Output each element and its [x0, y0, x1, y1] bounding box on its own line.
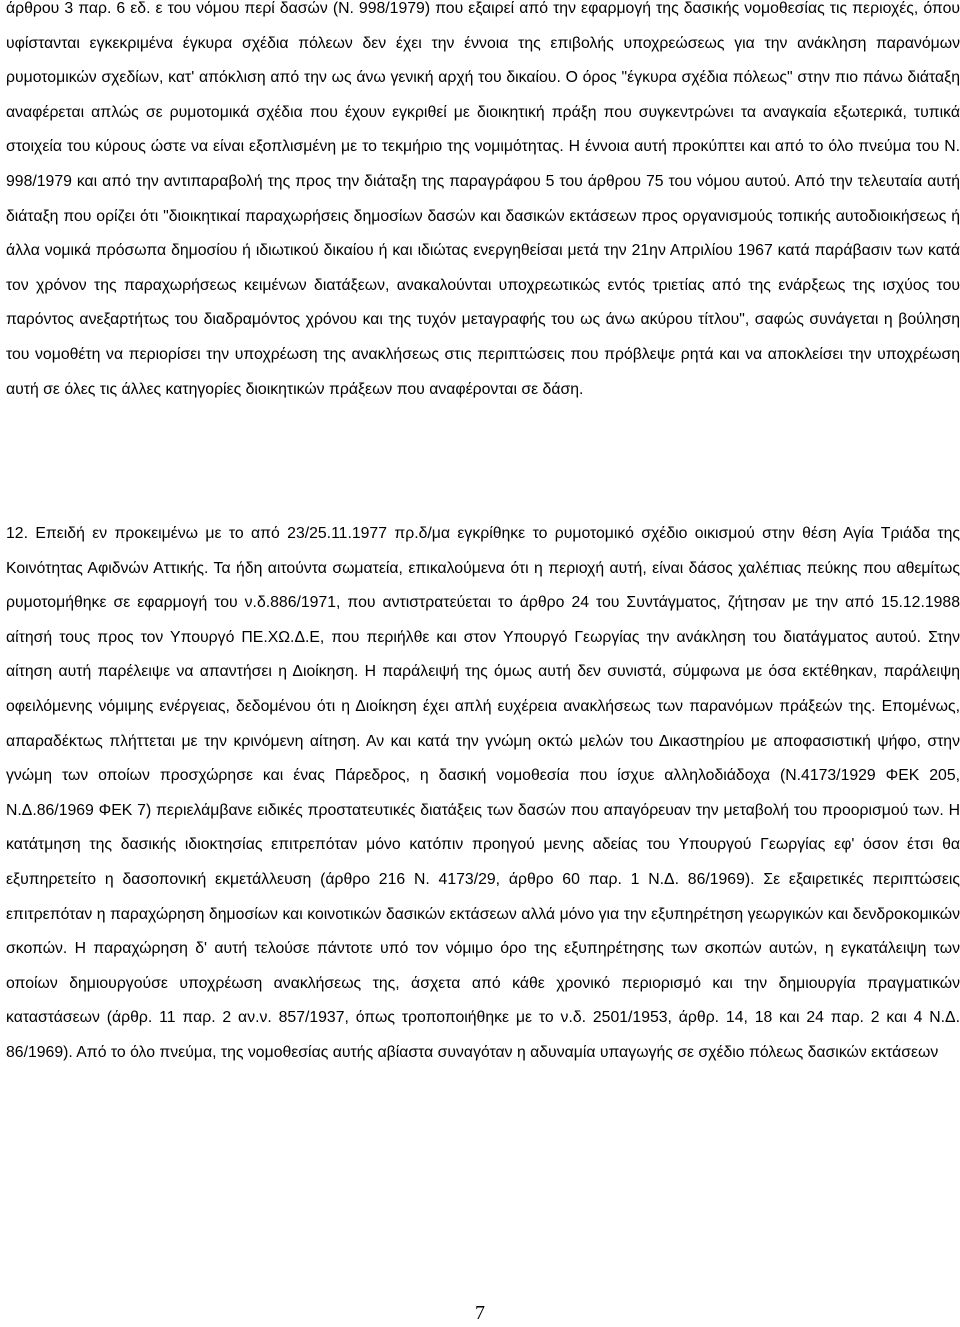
paragraph-body	[6, 517, 960, 1071]
paragraph-continuation	[6, 0, 960, 407]
page-number: 7	[475, 1302, 485, 1324]
paragraph-12	[6, 517, 960, 1071]
paragraph-text: άρθρου 3 παρ. 6 εδ. ε του νόμου περί δασών (Ν. 998/1979) που εξαιρεί από την εφαρμογή της δασικής νομοθεσίας τις περιοχές, όπου υφίστανται εγκεκριμένα έγκυρα σχέδια πόλεων δεν έχει την έννοια της επιβολής υποχρεώσεως για την ανάκληση παρανόμων ρυμοτομικών σχεδίων, κατ' απόκλιση από την ως άνω γενική αρχή του δικαίου. Ο όρος "έγκυρα σχέδια πόλεως" στην πιο πάνω διάταξη αναφέρεται απλώς σε ρυμοτομικά σχέδια που έχουν εγκριθεί με διοικητική πράξη που συγκεντρώνει τα αναγκαία εξωτερικά, τυπικά στοιχεία του κύρους ώστε να είναι εξοπλισμένη με το τεκμήριο της νομιμότητας. Η έννοια αυτή προκύπτει και από το όλο πνεύμα του Ν. 998/1979 και από την αντιπαραβολή της προς την διάταξη της παραγράφου 5 του άρθρου 75 του νόμου αυτού. Από την τελευταία αυτή διάταξη που ορίζει ότι "διοικητικαί παραχωρήσεις δημοσίων δασών και δασικών εκτάσεων προς οργανισμούς τοπικής αυτοδιοικήσεως ή άλλα νομικά πρόσωπα δημοσίου ή ιδιωτικού δικαίου ή και ιδιώτας ενεργηθείσαι μετά την 21ην Απριλίου 1967 κατά παράβασιν των κατά τον χρόνον της παραχωρήσεως κειμένων διατάξεων, ανακαλούνται υποχρεωτικώς εντός τριετίας από της ενάρξεως της ισχύος του παρόντος ανεξαρτήτως του διαδραμόντος χρόνου και της τυχόν μεταγραφής του ως άνω ακύρου τίτλου", σαφώς συνάγεται η βούληση του νομοθέτη να περιορίσει την υποχρέωση της ανακλήσεως στις περιπτώσεις που πρόβλεψε ρητά και να αποκλείσει την υποχρέωση αυτή σε όλες τις άλλες κατηγορίες διοικητικών πράξεων που αναφέρονται σε δάση.	[6, 0, 960, 398]
paragraph-text: Επειδή εν προκειμένω με το από 23/25.11.1977 πρ.δ/μα εγκρίθηκε το ρυμοτομικό σχέδιο οικισμού στην θέση Αγία Τριάδα της Κοινότητας Αφιδνών Αττικής. Τα ήδη αιτούντα σωματεία, επικαλούμενα ότι η περιοχή αυτή, είναι δάσος χαλέπιας πεύκης που αθεμίτως ρυμοτομήθηκε σε εφαρμογή του ν.δ.886/1971, που αντιστρατεύεται το άρθρο 24 του Συντάγματος, ζήτησαν με την από 15.12.1988 αίτησή τους προς τον Υπουργό ΠΕ.ΧΩ.Δ.Ε, που περιήλθε και στον Υπουργό Γεωργίας την ανάκληση του διατάγματος αυτού. Στην αίτηση αυτή παρέλειψε να απαντήσει η Διοίκηση. Η παράλειψή της όμως αυτή δεν συνιστά, σύμφωνα με όσα εκτέθηκαν, παράλειψη οφειλόμενης νόμιμης ενέργειας, δεδομένου ότι η Διοίκηση έχει απλή ευχέρεια ανακλήσεως των παρανόμων πράξεών της. Επομένως, απαραδέκτως πλήττεται με την κρινόμενη αίτηση. Αν και κατά την γνώμη οκτώ μελών του Δικαστηρίου με αποφασιστική ψήφο, στην γνώμη των οποίων προσχώρησε και ένας Πάρεδρος, η δασική νομοθεσία που ίσχυε αλληλοδιάδοχα (Ν.4173/1929 ΦΕΚ 205, Ν.Δ.86/1969 ΦΕΚ 7) περιελάμβανε ειδικές προστατευτικές διατάξεις των δασών που απαγόρευαν την μεταβολή του προορισμού των. Η κατάτμηση της δασικής ιδιοκτησίας επιτρεπόταν μόνο κατόπιν προηγού μενης αδείας του Υπουργού Γεωργίας εφ' όσον έτσι θα εξυπηρετείτο η δασοπονική εκμετάλλευση (άρθρο 216 Ν. 4173/29, άρθρο 60 παρ. 1 Ν.Δ. 86/1969). Σε εξαιρετικές περιπτώσεις επιτρεπόταν η παραχώρηση δημοσίων και κοινοτικών δασικών εκτάσεων αλλά μόνο για την εξυπηρέτηση γεωργικών και δενδροκομικών σκοπών. Η παραχώρηση δ' αυτή τελούσε πάντοτε υπό τον νόμιμο όρο της εξυπηρέτησης των σκοπών αυτών, η εγκατάλειψη των οποίων δημιουργούσε υποχρέωση ανακλήσεως της, άσχετα από κάθε χρονικό περιορισμό και την δημιουργία πραγματικών καταστάσεων (άρθρ. 11 παρ. 2 αν.ν. 857/1937, όπως τροποποιήθηκε με το ν.δ. 2501/1953, άρθρ. 14, 18 και 24 παρ. 2 και 4 Ν.Δ. 86/1969). Από το όλο πνεύμα, της νομοθεσίας αυτής αβίαστα συναγόταν η αδυναμία υπαγωγής σε σχέδιο πόλεως δασικών εκτάσεων	[6, 525, 960, 1061]
paragraph-number: 12.	[6, 525, 28, 542]
